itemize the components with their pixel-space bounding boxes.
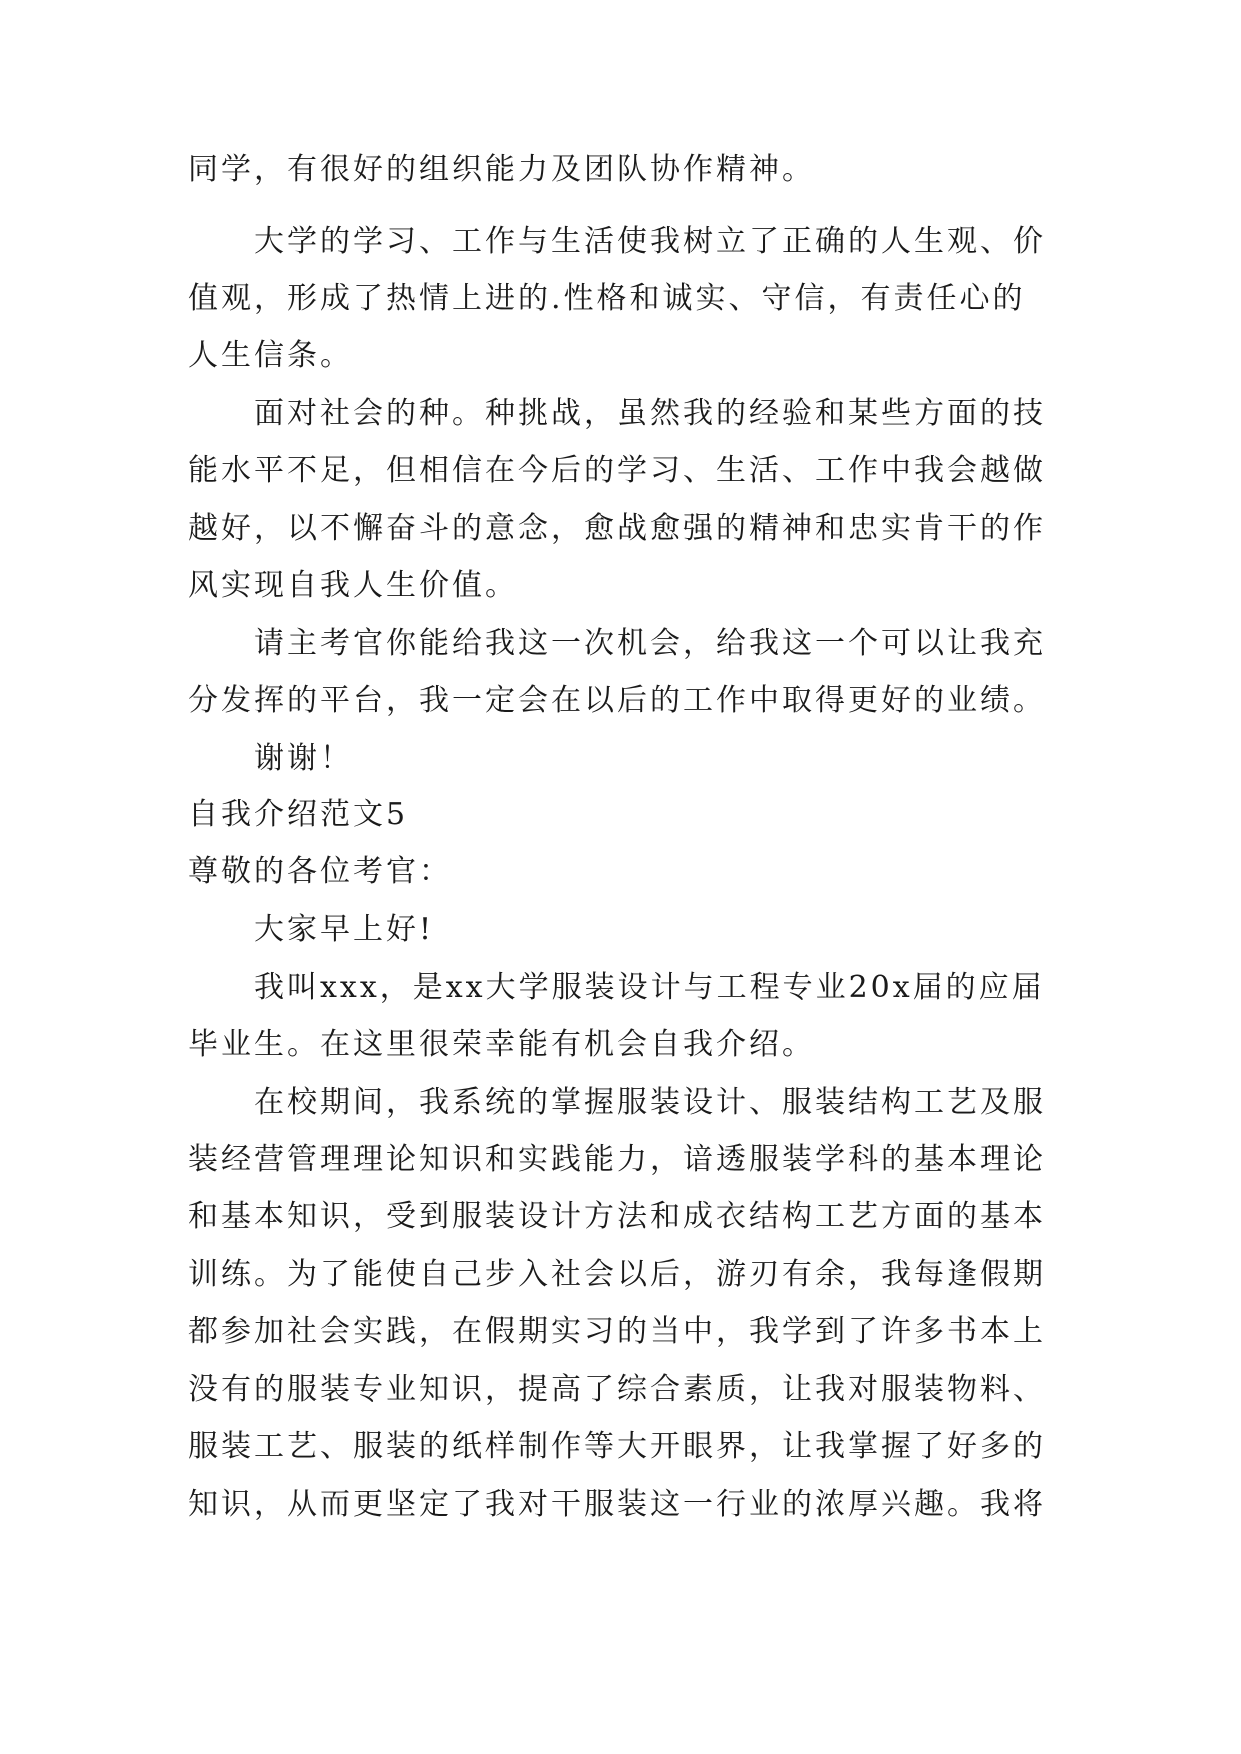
text-line-21: 都参加社会实践，在假期实习的当中，我学到了许多书本上 xyxy=(188,1314,1046,1349)
text-line-17: 在校期间，我系统的掌握服装设计、服装结构工艺及服 xyxy=(254,1085,1046,1120)
text-line-18: 装经营管理理论知识和实践能力，谙透服装学科的基本理论 xyxy=(188,1142,1046,1177)
text-line-2: 大学的学习、工作与生活使我树立了正确的人生观、价 xyxy=(254,224,1046,259)
text-line-7: 越好，以不懈奋斗的意念，愈战愈强的精神和忠实肯干的作 xyxy=(188,511,1046,546)
text-line-3: 值观，形成了热情上进的.性格和诚实、守信，有责任心的 xyxy=(188,281,1026,316)
text-line-4: 人生信条。 xyxy=(188,338,353,373)
text-line-16: 毕业生。在这里很荣幸能有机会自我介绍。 xyxy=(188,1027,815,1062)
text-line-15: 我叫xxx，是xx大学服装设计与工程专业20x届的应届 xyxy=(254,970,1045,1005)
text-line-10: 分发挥的平台，我一定会在以后的工作中取得更好的业绩。 xyxy=(188,683,1046,718)
text-line-23: 服装工艺、服装的纸样制作等大开眼界，让我掌握了好多的 xyxy=(188,1429,1046,1464)
text-line-6: 能水平不足，但相信在今后的学习、生活、工作中我会越做 xyxy=(188,453,1046,488)
text-line-24: 知识，从而更坚定了我对干服装这一行业的浓厚兴趣。我将 xyxy=(188,1487,1046,1522)
text-line-14: 大家早上好! xyxy=(254,912,435,947)
text-line-1: 同学，有很好的组织能力及团队协作精神。 xyxy=(188,152,815,187)
text-line-9: 请主考官你能给我这一次机会，给我这一个可以让我充 xyxy=(254,626,1046,661)
text-line-22: 没有的服装专业知识，提高了综合素质，让我对服装物料、 xyxy=(188,1372,1046,1407)
text-line-5: 面对社会的种。种挑战，虽然我的经验和某些方面的技 xyxy=(254,396,1046,431)
text-line-11: 谢谢！ xyxy=(254,741,353,776)
section-heading: 自我介绍范文5 xyxy=(188,797,409,832)
text-line-20: 训练。为了能使自己步入社会以后，游刃有余，我每逢假期 xyxy=(188,1257,1046,1292)
text-line-13: 尊敬的各位考官： xyxy=(188,854,452,889)
text-line-19: 和基本知识，受到服装设计方法和成衣结构工艺方面的基本 xyxy=(188,1199,1046,1234)
text-line-8: 风实现自我人生价值。 xyxy=(188,568,518,603)
